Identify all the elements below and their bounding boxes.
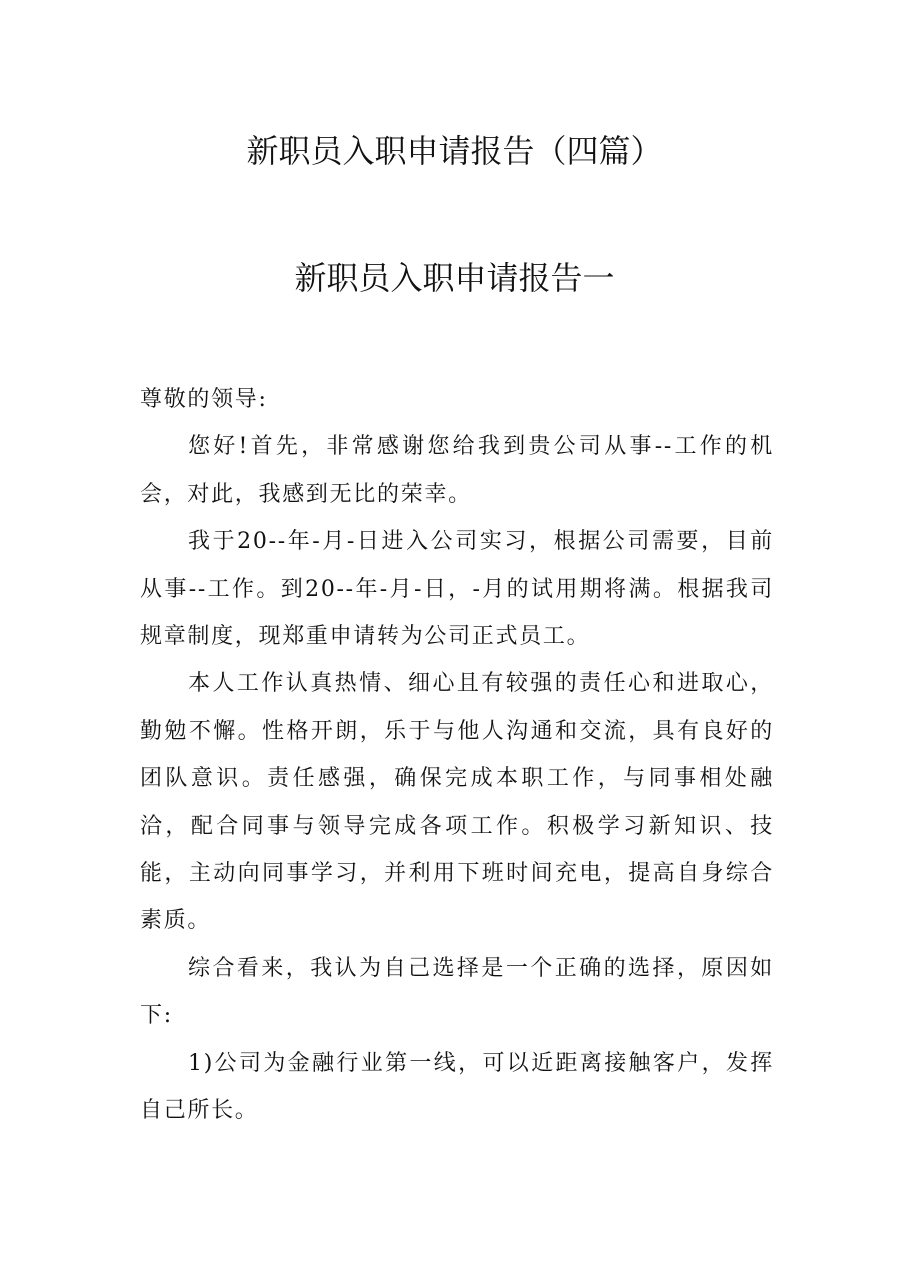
paragraph-conclusion: 综合看来，我认为自己选择是一个正确的选择，原因如下:: [140, 955, 774, 1029]
document-title: 新职员入职申请报告（四篇）: [246, 132, 663, 170]
paragraph-reason-1: 1)公司为金融行业第一线，可以近距离接触客户，发挥自己所长。: [140, 1050, 774, 1124]
document-body: [140, 376, 774, 1135]
paragraph-self-assessment: 本人工作认真热情、细心且有较强的责任心和进取心，勤勉不懈。性格开朗，乐于与他人沟通和交流，具有良好的团队意识。责任感强，确保完成本职工作，与同事相处融洽，配合同事与领导完成各项工作。积极学习新知识、技能，主动向同事学习，并利用下班时间充电，提高自身综合素质。: [140, 671, 774, 934]
salutation: 尊敬的领导:: [140, 387, 268, 412]
section-title: 新职员入职申请报告一: [294, 259, 615, 297]
paragraph-greeting: 您好!首先，非常感谢您给我到贵公司从事--工作的机会，对此，我感到无比的荣幸。: [140, 434, 774, 507]
paragraph-internship: 我于20--年-月-日进入公司实习，根据公司需要，目前从事--工作。到20--年-月-日，-月的试用期将满。根据我司规章制度，现郑重申请转为公司正式员工。: [140, 529, 774, 650]
